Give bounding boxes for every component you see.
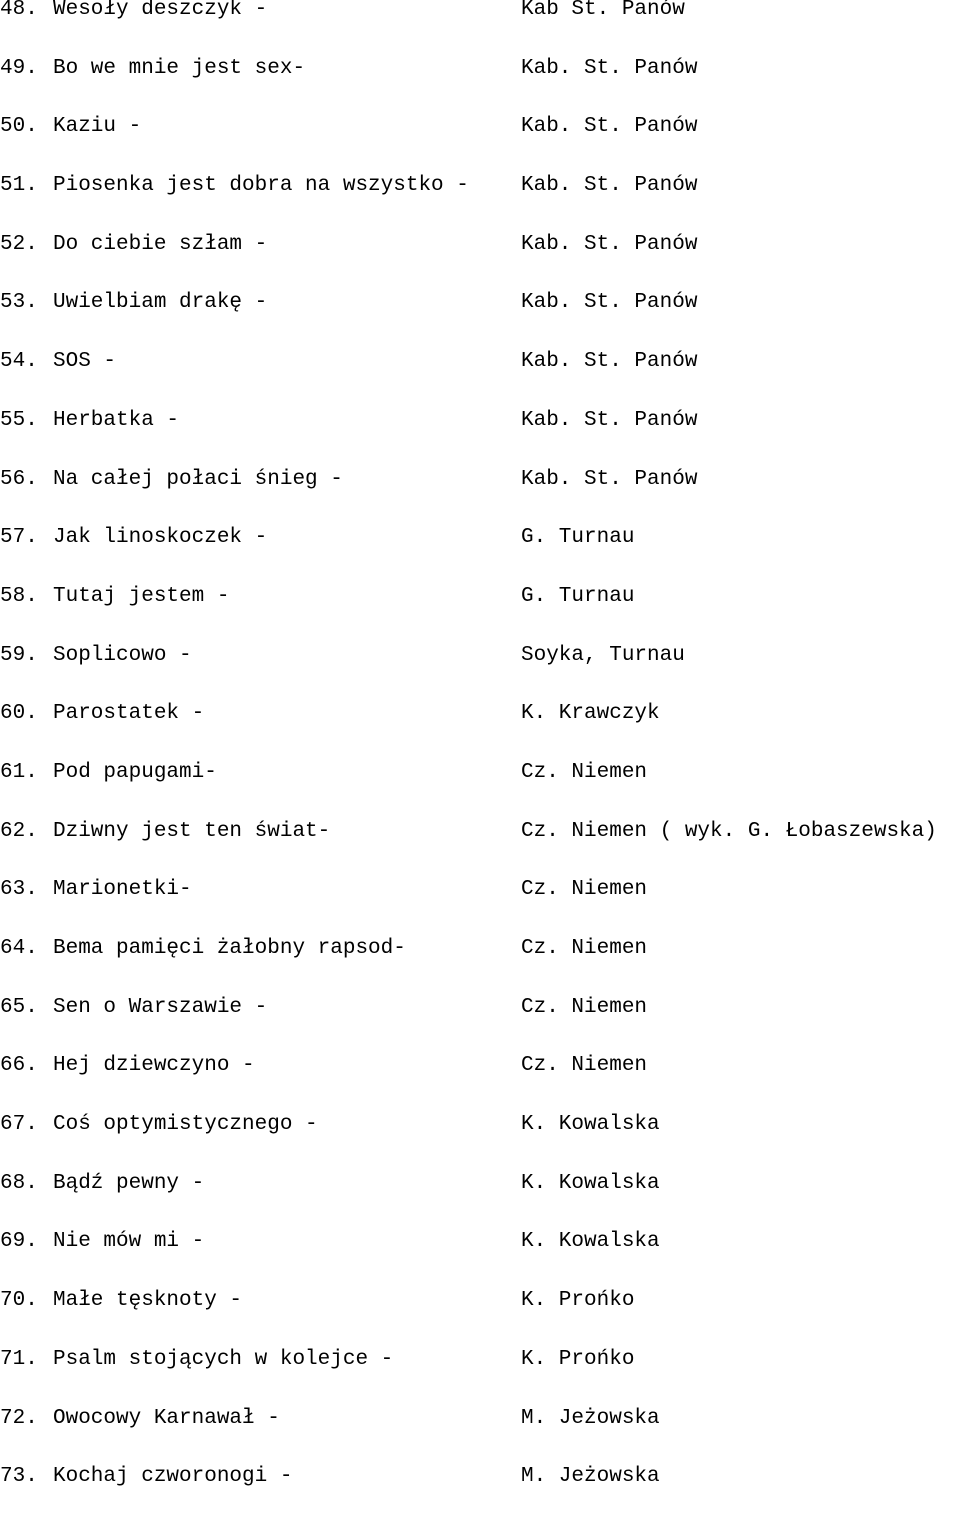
list-item — [0, 761, 960, 820]
song-artist: Kab. St. Panów — [521, 350, 698, 374]
song-number: 55. — [0, 408, 38, 432]
song-number: 70. — [0, 1289, 38, 1313]
song-artist: Cz. Niemen — [521, 1054, 648, 1078]
list-item — [0, 878, 960, 937]
song-number: 50. — [0, 115, 38, 139]
song-title: Małe tęsknoty - — [53, 1289, 243, 1313]
song-title: Kochaj czworonogi - — [53, 1465, 293, 1489]
song-number: 66. — [0, 1054, 38, 1078]
song-number: 69. — [0, 1230, 38, 1254]
song-number: 68. — [0, 1171, 38, 1195]
song-title: Parostatek - — [53, 702, 205, 726]
list-item — [0, 1230, 960, 1289]
song-title: Piosenka jest dobra na wszystko - — [53, 174, 469, 198]
song-title: Tutaj jestem - — [53, 584, 230, 608]
song-artist: K. Kowalska — [521, 1171, 660, 1195]
song-artist: G. Turnau — [521, 584, 635, 608]
song-artist: K. Prońko — [521, 1289, 635, 1313]
song-number: 48. — [0, 0, 38, 21]
song-number: 56. — [0, 467, 38, 491]
song-title: Uwielbiam drakę - — [53, 291, 268, 315]
song-artist: K. Prońko — [521, 1347, 635, 1371]
list-item — [0, 1054, 960, 1113]
song-title: Hej dziewczyno - — [53, 1054, 255, 1078]
song-artist: K. Kowalska — [521, 1230, 660, 1254]
song-title: Herbatka - — [53, 408, 180, 432]
song-title: SOS - — [53, 350, 117, 374]
song-artist: Soyka, Turnau — [521, 643, 685, 667]
list-item — [0, 0, 960, 57]
song-artist: K. Kowalska — [521, 1113, 660, 1137]
song-artist: Cz. Niemen — [521, 760, 648, 784]
song-artist: Cz. Niemen ( wyk. G. Łobaszewska) — [521, 819, 937, 843]
song-number: 51. — [0, 174, 38, 198]
song-artist: Kab. St. Panów — [521, 291, 698, 315]
song-number: 57. — [0, 526, 38, 550]
song-number: 59. — [0, 643, 38, 667]
song-artist: Kab. St. Panów — [521, 408, 698, 432]
song-artist: Kab St. Panów — [521, 0, 685, 21]
song-title: Jak linoskoczek - — [53, 526, 268, 550]
list-item — [0, 1113, 960, 1172]
song-artist: Kab. St. Panów — [521, 115, 698, 139]
list-item — [0, 526, 960, 585]
song-title: Marionetki- — [53, 878, 192, 902]
song-artist: Kab. St. Panów — [521, 174, 698, 198]
song-title: Bema pamięci żałobny rapsod- — [53, 937, 406, 960]
song-title: Soplicowo - — [53, 643, 192, 667]
song-number: 65. — [0, 995, 38, 1019]
song-number: 58. — [0, 584, 38, 608]
list-item — [0, 1172, 960, 1231]
list-item — [0, 57, 960, 116]
song-title: Pod papugami- — [53, 760, 217, 784]
list-item — [0, 1348, 960, 1407]
list-item — [0, 937, 960, 996]
song-artist: Cz. Niemen — [521, 995, 648, 1019]
list-item — [0, 350, 960, 409]
list-item — [0, 409, 960, 468]
song-title: Na całej połaci śnieg - — [53, 467, 343, 491]
song-number: 52. — [0, 232, 38, 256]
song-number: 67. — [0, 1113, 38, 1137]
list-item — [0, 644, 960, 703]
list-item — [0, 702, 960, 761]
song-artist: G. Turnau — [521, 526, 635, 550]
song-number: 53. — [0, 291, 38, 315]
song-number: 54. — [0, 350, 38, 374]
list-item — [0, 820, 960, 879]
song-number: 73. — [0, 1465, 38, 1489]
song-artist: K. Krawczyk — [521, 702, 660, 726]
song-title: Kaziu - — [53, 115, 142, 139]
list-item — [0, 115, 960, 174]
song-number: 61. — [0, 760, 38, 784]
song-number: 64. — [0, 937, 38, 960]
song-artist: Cz. Niemen — [521, 878, 648, 902]
list-item — [0, 174, 960, 233]
list-item — [0, 585, 960, 644]
song-title: Psalm stojących w kolejce - — [53, 1347, 394, 1371]
list-item — [0, 996, 960, 1055]
song-artist: Cz. Niemen — [521, 937, 648, 960]
song-number: 62. — [0, 819, 38, 843]
list-item — [0, 468, 960, 527]
song-title: Wesoły deszczyk - — [53, 0, 268, 21]
list-item — [0, 233, 960, 292]
song-artist: M. Jeżowska — [521, 1406, 660, 1430]
song-number: 63. — [0, 878, 38, 902]
song-artist: Kab. St. Panów — [521, 232, 698, 256]
song-number: 72. — [0, 1406, 38, 1430]
song-title: Nie mów mi - — [53, 1230, 205, 1254]
song-title: Bo we mnie jest sex- — [53, 56, 306, 80]
song-title: Bądź pewny - — [53, 1171, 205, 1195]
list-item — [0, 1465, 960, 1524]
song-title: Coś optymistycznego - — [53, 1113, 318, 1137]
song-title: Dziwny jest ten świat- — [53, 819, 331, 843]
song-number: 49. — [0, 56, 38, 80]
list-item — [0, 1289, 960, 1348]
song-number: 71. — [0, 1347, 38, 1371]
song-artist: Kab. St. Panów — [521, 56, 698, 80]
song-artist: Kab. St. Panów — [521, 467, 698, 491]
song-number: 60. — [0, 702, 38, 726]
list-item — [0, 1407, 960, 1466]
song-title: Owocowy Karnawał - — [53, 1406, 280, 1430]
song-artist: M. Jeżowska — [521, 1465, 660, 1489]
song-title: Do ciebie szłam - — [53, 232, 268, 256]
song-title: Sen o Warszawie - — [53, 995, 268, 1019]
list-item — [0, 291, 960, 350]
